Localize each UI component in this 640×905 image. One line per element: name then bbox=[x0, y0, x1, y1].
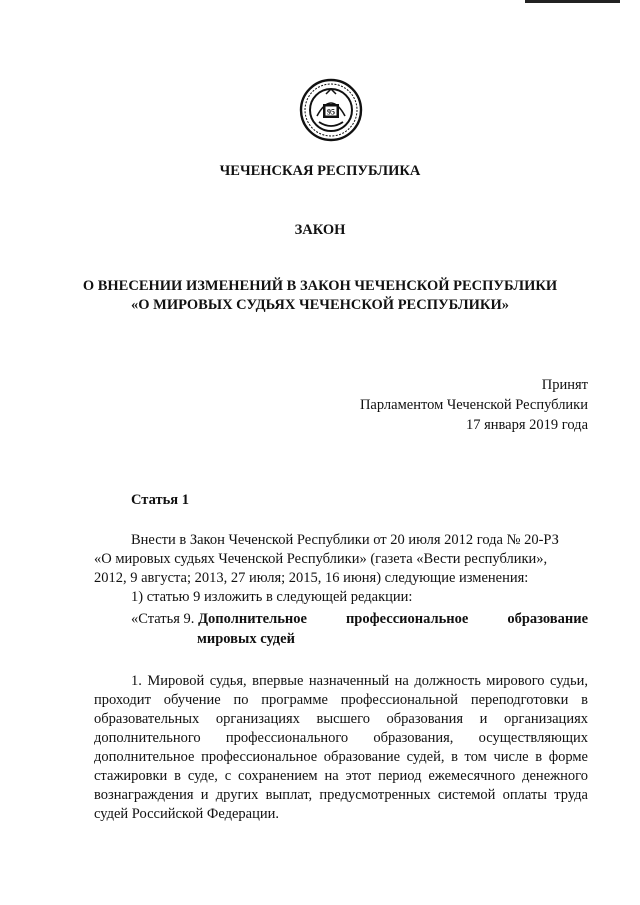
intro-line-2: «О мировых судьях Чеченской Республики» (газета «Вести республики», bbox=[94, 551, 548, 567]
article-9-word-2: профессиональное bbox=[345, 611, 469, 627]
emblem-number: 95 bbox=[327, 107, 335, 117]
scan-edge-mark bbox=[525, 0, 620, 3]
article-9-word-1: Дополнительное bbox=[198, 611, 307, 627]
clause-line: дополнительного профессионального образования, осуществляющих bbox=[94, 730, 588, 746]
intro-paragraph bbox=[94, 531, 588, 588]
adopted-label: Принят bbox=[541, 377, 588, 393]
coat-of-arms-icon bbox=[299, 78, 363, 142]
article-9-continuation: мировых судей bbox=[197, 631, 295, 647]
clause-line: 1. Мировой судья, впервые назначенный на должность мирового судьи, bbox=[131, 673, 588, 689]
document-type-heading: ЗАКОН bbox=[294, 222, 346, 238]
clause-line: дополнительное профессиональное образование судей, в том числе в форме bbox=[94, 749, 588, 765]
intro-line-3: 2012, 9 августа; 2013, 27 июля; 2015, 16 июня) следующие изменения: bbox=[94, 570, 529, 586]
clause-line: образовательных организациях высшего образования и организациях bbox=[94, 711, 588, 727]
clause-line: судей Российской Федерации. bbox=[94, 806, 279, 822]
republic-heading: ЧЕЧЕНСКАЯ РЕСПУБЛИКА bbox=[219, 163, 421, 179]
adopted-by: Парламентом Чеченской Республики bbox=[359, 397, 588, 413]
amendment-item-1: 1) статью 9 изложить в следующей редакции: bbox=[131, 589, 413, 605]
article-9-word-3: образование bbox=[507, 611, 588, 627]
law-title-line-2: «О МИРОВЫХ СУДЬЯХ ЧЕЧЕНСКОЙ РЕСПУБЛИКИ» bbox=[131, 297, 509, 313]
article-heading: Статья 1 bbox=[131, 492, 189, 508]
clause-line: вознаграждения и других выплат, предусмотренных системой оплаты труда bbox=[94, 787, 588, 803]
article-9-heading bbox=[131, 609, 588, 649]
law-title-line-1: О ВНЕСЕНИИ ИЗМЕНЕНИЙ В ЗАКОН ЧЕЧЕНСКОЙ РЕСПУБЛИКИ bbox=[82, 278, 558, 294]
clause-line: проходит обучение по программе профессиональной переподготовки в bbox=[94, 692, 588, 708]
clause-line: стажировки в суде, с сохранением на этот период ежемесячного денежного bbox=[94, 768, 588, 784]
intro-line-1: Внести в Закон Чеченской Республики от 20 июля 2012 года № 20-РЗ bbox=[131, 532, 559, 548]
clause-1-paragraph bbox=[94, 672, 588, 824]
adopted-date: 17 января 2019 года bbox=[465, 417, 588, 433]
law-title bbox=[0, 277, 640, 315]
adoption-block bbox=[360, 375, 588, 435]
article-9-prefix: «Статья 9. bbox=[131, 611, 195, 627]
